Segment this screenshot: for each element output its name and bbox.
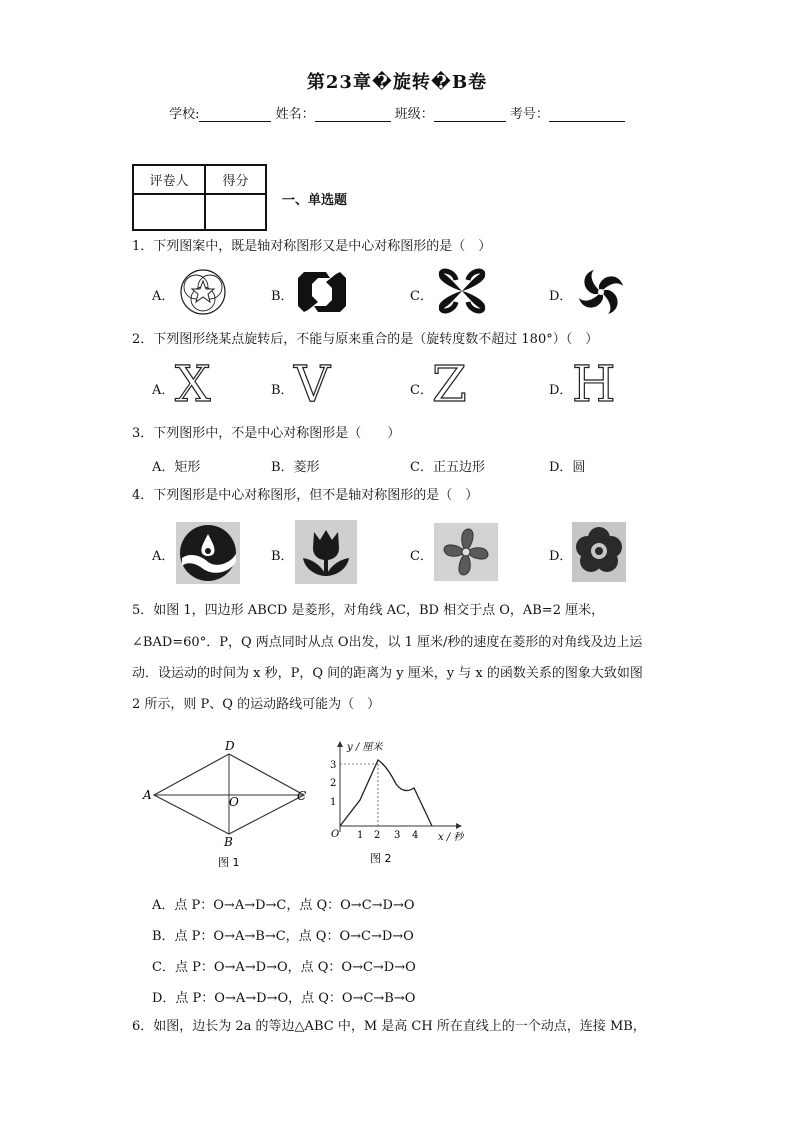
class-label: 班级：	[394, 107, 434, 122]
q5-option-a: A．点 P：O→A→D→C，点 Q：O→C→D→O	[152, 898, 415, 913]
q5-option-c: C．点 P：O→A→D→O，点 Q：O→C→D→O	[152, 960, 416, 975]
class-blank	[434, 107, 506, 122]
four-petal-pinwheel-icon	[434, 523, 498, 581]
q4-option-a: A．	[152, 549, 175, 564]
letter-h-glyph: H	[572, 355, 616, 413]
figure-1-caption: 图 1	[218, 856, 240, 868]
x-tick-1: 1	[357, 830, 364, 841]
x-tick-3: 3	[394, 830, 401, 841]
q4-option-c: C．	[410, 549, 433, 564]
question-5-line-2: ∠BAD=60°．P，Q 两点同时从点 O出发，以 1 厘米/秒的速度在菱形的对角线及边上运	[132, 635, 643, 650]
q5-option-b: B．点 P：O→A→B→C，点 Q：O→C→D→O	[152, 929, 414, 944]
letter-x-glyph: X	[175, 355, 211, 413]
grader-header: 评卷人	[133, 165, 205, 194]
question-6-stem: 6．如图，边长为 2a 的等边△ABC 中，M 是高 CH 所在直线上的一个动点，连接 MB，	[132, 1019, 646, 1034]
x-tick-2: 2	[374, 830, 381, 841]
function-graph-figure-2	[320, 734, 490, 870]
origin-label: O	[331, 829, 340, 840]
q4-option-b: B．	[271, 549, 294, 564]
q1-option-b: B．	[271, 289, 294, 304]
q3-option-b: B．菱形	[271, 460, 320, 475]
question-5-line-4: 2 所示，则 P、Q 的运动路线可能为（ ）	[132, 697, 381, 712]
four-loop-knot-icon	[434, 266, 490, 316]
point-d-label: D	[225, 739, 235, 753]
y-axis-label: y / 厘米	[347, 742, 383, 753]
id-label: 考号：	[509, 107, 549, 122]
id-blank	[549, 107, 625, 122]
x-axis-label: x / 秒	[438, 832, 464, 843]
page-title: 第23章�旋转�B卷	[306, 72, 488, 93]
q4-option-d: D．	[549, 549, 573, 564]
point-o-label: O	[229, 795, 239, 809]
name-blank	[315, 107, 391, 122]
question-5-line-3: 动．设运动的时间为 x 秒，P，Q 间的距离为 y 厘米，y 与 x 的函数关系的图象大致如图	[132, 666, 643, 681]
point-b-label: B	[224, 835, 233, 849]
school-blank	[199, 107, 271, 122]
q1-option-a: A．	[152, 289, 175, 304]
y-tick-2: 2	[330, 778, 337, 789]
question-5-line-1: 5．如图 1，四边形 ABCD 是菱形，对角线 AC，BD 相交于点 O，AB=2 厘米，	[132, 603, 605, 618]
q2-option-c: C．	[410, 383, 433, 398]
score-cell	[205, 194, 266, 230]
letter-v-glyph: V	[294, 355, 331, 413]
flower-emblem-icon	[572, 522, 626, 582]
circle-star-emblem-icon	[177, 268, 229, 316]
y-tick-3: 3	[330, 760, 337, 771]
point-a-label: A	[143, 788, 152, 802]
point-c-label: C	[297, 789, 307, 803]
question-1-stem: 1．下列图案中，既是轴对称图形又是中心对称图形的是（ ）	[132, 239, 492, 254]
question-2-stem: 2．下列图形绕某点旋转后，不能与原来重合的是（旋转度数不超过 180°）（ ）	[132, 332, 599, 347]
q1-option-d: D．	[549, 289, 573, 304]
q3-option-a: A．矩形	[152, 460, 201, 475]
question-3-stem: 3．下列图形中，不是中心对称图形是（ ）	[132, 426, 401, 441]
tulip-emblem-icon	[295, 520, 357, 584]
pinwheel-swirl-icon	[574, 266, 628, 318]
q1-option-c: C．	[410, 289, 433, 304]
name-label: 姓名：	[275, 107, 315, 122]
q3-option-d: D．圆	[549, 460, 586, 475]
score-table	[132, 164, 267, 231]
q3-option-c: C．正五边形	[410, 460, 485, 475]
student-info-line	[0, 103, 794, 122]
water-drop-emblem-icon	[176, 522, 240, 584]
square-spiral-logo-icon	[296, 270, 348, 314]
q5-option-d: D．点 P：O→A→D→O，点 Q：O→C→B→O	[152, 991, 416, 1006]
score-header: 得分	[205, 165, 266, 194]
question-4-stem: 4．下列图形是中心对称图形，但不是轴对称图形的是（ ）	[132, 488, 479, 503]
letter-z-glyph: Z	[432, 355, 467, 413]
q2-option-b: B．	[271, 383, 294, 398]
x-tick-4: 4	[412, 830, 419, 841]
q2-option-d: D．	[549, 383, 573, 398]
q2-option-a: A．	[152, 383, 175, 398]
school-label: 学校:	[169, 107, 200, 122]
grader-cell	[133, 194, 205, 230]
figure-2-caption: 图 2	[370, 852, 392, 865]
y-tick-1: 1	[330, 797, 337, 808]
rhombus-figure-1	[140, 738, 320, 868]
section-heading: 一、单选题	[282, 193, 348, 208]
